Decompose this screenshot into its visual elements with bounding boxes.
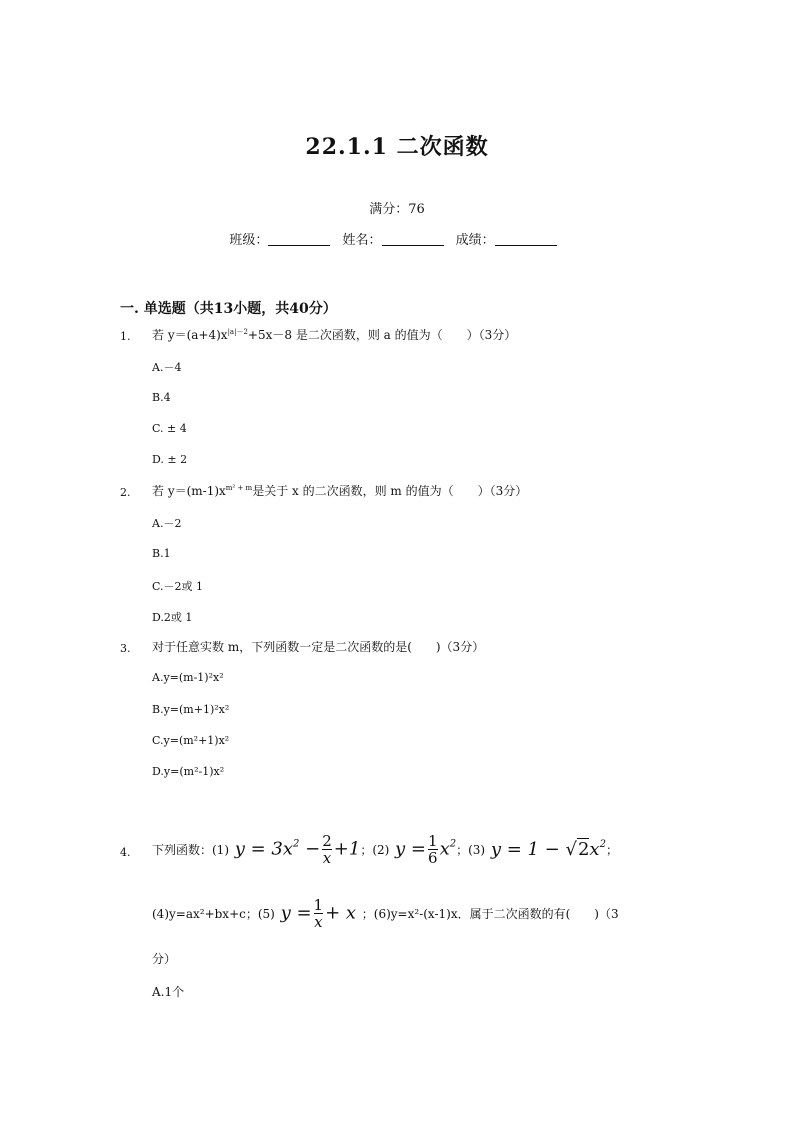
q4-lead-text: 下列函数：(1) bbox=[152, 842, 229, 857]
q1-exponent: |a|－2 bbox=[227, 328, 248, 336]
q4-sep-3: ；(3) bbox=[456, 842, 486, 857]
question-3-number: 3. bbox=[120, 642, 131, 655]
name-label: 姓名： bbox=[342, 233, 382, 248]
grade-blank[interactable] bbox=[495, 232, 557, 246]
q2-exponent: m² + m bbox=[225, 484, 253, 492]
q3-option-b[interactable]: B.y=(m+1)²x² bbox=[152, 703, 230, 716]
question-4-line-1 bbox=[152, 826, 618, 872]
q4-formula-3: $y = 1 - √2x^2$ bbox=[485, 838, 606, 860]
q3-option-d[interactable]: D.y=(m²-1)x² bbox=[152, 765, 225, 778]
question-3-text: 对于任意实数 m，下列函数一定是二次函数的是( )（3分） bbox=[152, 640, 485, 654]
q2-option-d[interactable]: D.2或 1 bbox=[152, 611, 193, 624]
question-2-text bbox=[152, 482, 527, 499]
question-1-text bbox=[152, 326, 516, 343]
q2-text-pre: 若 y＝(m-1)x bbox=[152, 484, 226, 498]
question-4-number: 4. bbox=[120, 846, 131, 859]
q2-option-b[interactable]: B.1 bbox=[152, 547, 171, 560]
q1-text-pre: 若 y＝(a+4)x bbox=[152, 328, 228, 342]
q4-formula-5: y = $\frac{1}{x}$ + x bbox=[274, 895, 362, 931]
full-score: 满分：76 bbox=[369, 202, 425, 217]
q4-formula-1: $y = 3x^2$ − $\frac{2}{x}$ +1 bbox=[229, 831, 361, 867]
q2-text-post: 是关于 x 的二次函数，则 m 的值为（ ）（3分） bbox=[252, 484, 528, 498]
name-blank[interactable] bbox=[382, 232, 444, 246]
q4-end-1: ； bbox=[605, 842, 618, 857]
class-label: 班级： bbox=[229, 233, 269, 248]
page-title: 22.1.1 二次函数 bbox=[305, 134, 489, 160]
q3-option-c[interactable]: C.y=(m²+1)x² bbox=[152, 734, 230, 747]
q1-option-d[interactable]: D. ± 2 bbox=[152, 453, 188, 466]
q4-formula-2: y = $\frac{1}{6}$ $x^2$ bbox=[389, 831, 457, 867]
q1-option-b[interactable]: B.4 bbox=[152, 391, 171, 404]
section-heading: 一. 单选题（共13小题，共40分） bbox=[120, 301, 337, 317]
question-1-number: 1. bbox=[120, 330, 131, 343]
question-4-line-3: 分） bbox=[152, 952, 177, 966]
q1-text-post: +5x－8 是二次函数，则 a 的值为（ ）（3分） bbox=[247, 328, 517, 342]
class-blank[interactable] bbox=[268, 232, 330, 246]
grade-label: 成绩： bbox=[455, 233, 495, 248]
q4-part-6: ；(6)y=x²-(x-1)x．属于二次函数的有( )（3 bbox=[361, 906, 619, 921]
q4-sep-2: ；(2) bbox=[360, 842, 390, 857]
q1-option-a[interactable]: A.－4 bbox=[152, 361, 182, 374]
q3-option-a[interactable]: A.y=(m-1)²x² bbox=[152, 671, 224, 684]
question-2-number: 2. bbox=[120, 486, 131, 499]
q1-option-c[interactable]: C. ± 4 bbox=[152, 422, 187, 435]
q2-option-a[interactable]: A.－2 bbox=[152, 517, 182, 530]
q4-part-4: (4)y=ax²+bx+c；(5) bbox=[152, 906, 275, 921]
student-info-line bbox=[0, 229, 794, 248]
q2-option-c[interactable]: C.－2或 1 bbox=[152, 580, 204, 593]
question-4-line-2 bbox=[152, 890, 619, 936]
q4-option-a[interactable]: A.1个 bbox=[152, 985, 185, 999]
